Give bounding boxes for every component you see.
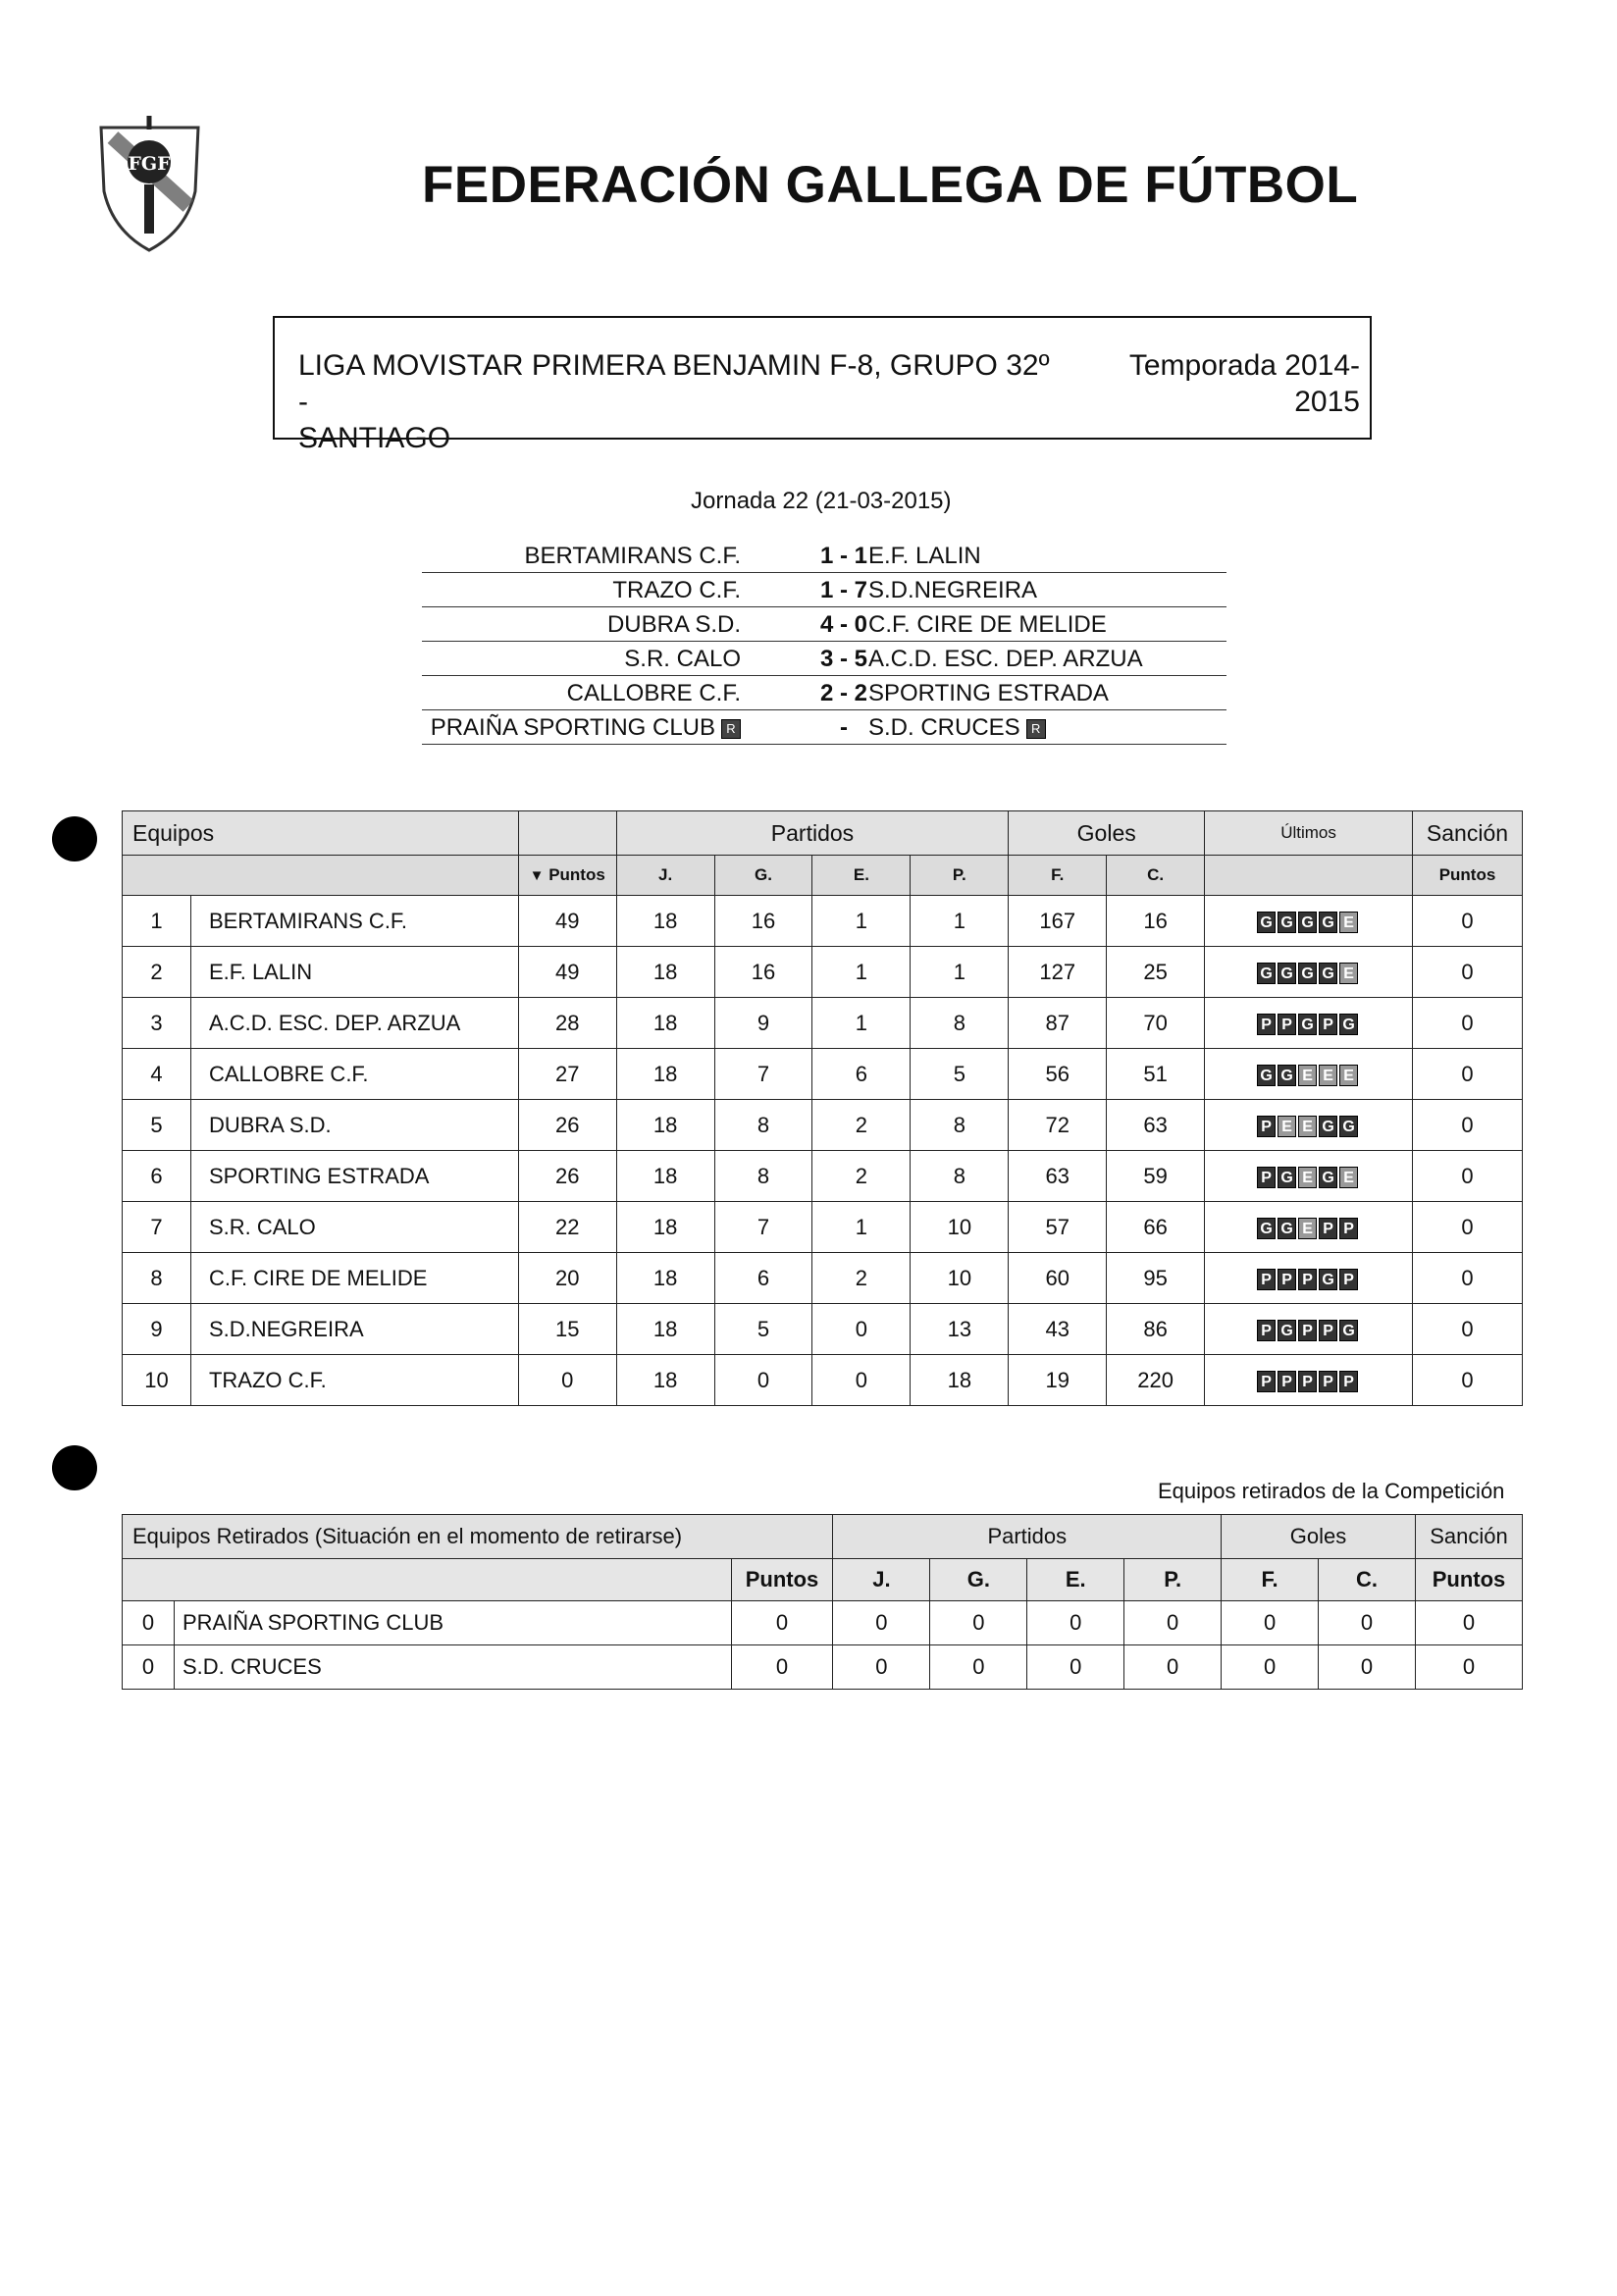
form-result-icon: P <box>1319 1320 1337 1341</box>
retired-header-partidos: Partidos <box>833 1515 1222 1559</box>
form-result-icon: E <box>1339 1065 1358 1086</box>
last-results <box>1205 1202 1413 1253</box>
team-name: A.C.D. ESC. DEP. ARZUA <box>190 998 518 1049</box>
header-p: P. <box>911 856 1009 896</box>
retired-header-sancion-puntos: Puntos <box>1415 1559 1522 1601</box>
svg-text:FGF: FGF <box>128 153 171 175</box>
form-result-icon: E <box>1298 1116 1317 1137</box>
form-result-icon: P <box>1257 1014 1276 1035</box>
goals-for: 57 <box>1009 1202 1107 1253</box>
sanction: 0 <box>1415 1601 1522 1645</box>
home-team <box>607 611 741 639</box>
table-row <box>123 1601 1523 1645</box>
form-result-icon: P <box>1339 1371 1358 1392</box>
season-label <box>1105 347 1360 420</box>
form-result-icon: G <box>1339 1014 1358 1035</box>
header-equipos: Equipos <box>123 811 519 856</box>
form-result-icon: E <box>1298 1218 1317 1239</box>
header-e: E. <box>812 856 911 896</box>
header-ultimos: Últimos <box>1205 811 1413 856</box>
team-name: SPORTING ESTRADA <box>190 1151 518 1202</box>
form-result-icon: P <box>1257 1116 1276 1137</box>
away-team-name: C.F. CIRE DE MELIDE <box>868 611 1107 638</box>
away-team-name: SPORTING ESTRADA <box>868 680 1109 706</box>
header-sancion: Sanción <box>1412 811 1522 856</box>
sanction: 0 <box>1412 1049 1522 1100</box>
won: 8 <box>714 1100 812 1151</box>
form-result-icon: P <box>1298 1371 1317 1392</box>
league-name-line1: LIGA MOVISTAR PRIMERA BENJAMIN F-8, GRUPO 32º - <box>298 349 1050 418</box>
away-team <box>868 714 1046 742</box>
home-team-name: PRAIÑA SPORTING CLUB <box>430 714 715 741</box>
drawn: 2 <box>812 1151 911 1202</box>
lost: 1 <box>911 896 1009 947</box>
form-result-icon: E <box>1319 1065 1337 1086</box>
home-team-name: S.R. CALO <box>624 646 741 672</box>
away-team-name: S.D.NEGREIRA <box>868 577 1038 603</box>
points: 26 <box>518 1151 616 1202</box>
last-results <box>1205 1304 1413 1355</box>
table-row <box>123 1100 1523 1151</box>
lost: 1 <box>911 947 1009 998</box>
points: 20 <box>518 1253 616 1304</box>
retired-table <box>122 1514 1523 1690</box>
position: 5 <box>123 1100 191 1151</box>
federation-title: FEDERACIÓN GALLEGA DE FÚTBOL <box>422 156 1359 214</box>
form-result-icon: P <box>1257 1269 1276 1290</box>
header-f: F. <box>1009 856 1107 896</box>
sanction: 0 <box>1415 1645 1522 1690</box>
away-team-name: E.F. LALIN <box>868 543 981 569</box>
goals-for: 56 <box>1009 1049 1107 1100</box>
goals-against: 0 <box>1319 1645 1416 1690</box>
points: 0 <box>518 1355 616 1406</box>
team-name: S.R. CALO <box>190 1202 518 1253</box>
drawn: 1 <box>812 947 911 998</box>
retired-header-equipos: Equipos Retirados (Situación en el momento de retirarse) <box>123 1515 833 1559</box>
sort-desc-icon: ▼ <box>529 867 545 884</box>
played: 18 <box>616 1100 714 1151</box>
form-result-icon: G <box>1278 1065 1296 1086</box>
form-result-icon: E <box>1339 912 1358 933</box>
drawn: 2 <box>812 1253 911 1304</box>
lost: 10 <box>911 1253 1009 1304</box>
sanction: 0 <box>1412 947 1522 998</box>
position: 9 <box>123 1304 191 1355</box>
lost: 0 <box>1124 1645 1222 1690</box>
lost: 8 <box>911 1100 1009 1151</box>
away-team <box>868 680 1109 707</box>
drawn: 0 <box>812 1355 911 1406</box>
match-score: - <box>840 714 848 741</box>
lost: 0 <box>1124 1601 1222 1645</box>
form-result-icon: G <box>1278 1218 1296 1239</box>
match-score: 2 - 2 <box>819 680 868 706</box>
table-row <box>123 947 1523 998</box>
home-team <box>525 543 741 570</box>
form-result-icon: P <box>1319 1371 1337 1392</box>
match-score: 1 - 1 <box>819 543 868 569</box>
sanction: 0 <box>1412 1202 1522 1253</box>
form-result-icon: P <box>1257 1371 1276 1392</box>
goals-against: 25 <box>1107 947 1205 998</box>
form-result-icon: G <box>1298 963 1317 984</box>
home-team <box>431 714 741 742</box>
form-result-icon: G <box>1257 1065 1276 1086</box>
retired-header-puntos: Puntos <box>731 1559 833 1601</box>
table-row <box>123 1304 1523 1355</box>
home-team <box>612 577 741 604</box>
federation-logo <box>93 108 206 255</box>
away-team <box>868 577 1037 604</box>
match-row <box>422 606 1226 642</box>
jornada-title: Jornada 22 (21-03-2015) <box>691 488 952 514</box>
points: 26 <box>518 1100 616 1151</box>
won: 6 <box>714 1253 812 1304</box>
away-team <box>868 611 1107 639</box>
form-result-icon: G <box>1257 963 1276 984</box>
goals-for: 60 <box>1009 1253 1107 1304</box>
home-team-name: DUBRA S.D. <box>606 611 741 638</box>
position: 2 <box>123 947 191 998</box>
form-result-icon: P <box>1278 1014 1296 1035</box>
form-result-icon: E <box>1339 963 1358 984</box>
goals-against: 0 <box>1319 1601 1416 1645</box>
form-result-icon: G <box>1257 1218 1276 1239</box>
form-result-icon: P <box>1278 1269 1296 1290</box>
retired-header-c: C. <box>1319 1559 1416 1601</box>
lost: 10 <box>911 1202 1009 1253</box>
drawn: 0 <box>1027 1645 1124 1690</box>
team-name: DUBRA S.D. <box>190 1100 518 1151</box>
goals-against: 66 <box>1107 1202 1205 1253</box>
form-result-icon: G <box>1339 1116 1358 1137</box>
last-results <box>1205 1100 1413 1151</box>
form-result-icon: E <box>1298 1167 1317 1188</box>
header-c: C. <box>1107 856 1205 896</box>
sanction: 0 <box>1412 998 1522 1049</box>
goals-against: 63 <box>1107 1100 1205 1151</box>
punch-hole <box>52 816 97 861</box>
away-team <box>868 543 981 570</box>
table-row <box>123 1151 1523 1202</box>
goals-for: 43 <box>1009 1304 1107 1355</box>
last-results <box>1205 998 1413 1049</box>
header-partidos: Partidos <box>616 811 1009 856</box>
table-row <box>123 896 1523 947</box>
team-name: PRAIÑA SPORTING CLUB <box>174 1601 731 1645</box>
goals-for: 72 <box>1009 1100 1107 1151</box>
retired-badge-icon: R <box>1026 719 1046 739</box>
position: 0 <box>123 1645 175 1690</box>
sanction: 0 <box>1412 1355 1522 1406</box>
played: 0 <box>833 1645 930 1690</box>
won: 7 <box>714 1049 812 1100</box>
points: 27 <box>518 1049 616 1100</box>
match-row <box>422 572 1226 607</box>
last-results <box>1205 1253 1413 1304</box>
retired-caption: Equipos retirados de la Competición <box>1158 1479 1505 1503</box>
sanction: 0 <box>1412 1151 1522 1202</box>
retired-header-goles: Goles <box>1222 1515 1416 1559</box>
goals-for: 167 <box>1009 896 1107 947</box>
sort-puntos-header[interactable] <box>518 856 616 896</box>
form-result-icon: G <box>1278 912 1296 933</box>
form-result-icon: P <box>1298 1320 1317 1341</box>
standings-table <box>122 810 1523 1406</box>
retired-badge-icon: R <box>721 719 741 739</box>
form-result-icon: G <box>1319 963 1337 984</box>
match-score: 1 - 7 <box>819 577 868 603</box>
last-results <box>1205 1355 1413 1406</box>
position: 3 <box>123 998 191 1049</box>
punch-hole <box>52 1445 97 1490</box>
table-row <box>123 1645 1523 1690</box>
match-score: 3 - 5 <box>819 646 868 672</box>
league-info-box <box>273 316 1372 454</box>
header-goles: Goles <box>1009 811 1205 856</box>
drawn: 6 <box>812 1049 911 1100</box>
form-result-icon: P <box>1298 1269 1317 1290</box>
won: 5 <box>714 1304 812 1355</box>
goals-for: 0 <box>1222 1645 1319 1690</box>
lost: 8 <box>911 1151 1009 1202</box>
goals-for: 63 <box>1009 1151 1107 1202</box>
position: 0 <box>123 1601 175 1645</box>
won: 0 <box>714 1355 812 1406</box>
points: 15 <box>518 1304 616 1355</box>
sanction: 0 <box>1412 1304 1522 1355</box>
retired-header-f: F. <box>1222 1559 1319 1601</box>
home-team-name: BERTAMIRANS C.F. <box>524 543 741 569</box>
drawn: 1 <box>812 998 911 1049</box>
goals-against: 70 <box>1107 998 1205 1049</box>
played: 18 <box>616 1202 714 1253</box>
form-result-icon: G <box>1278 963 1296 984</box>
won: 8 <box>714 1151 812 1202</box>
last-results <box>1205 1151 1413 1202</box>
goals-against: 95 <box>1107 1253 1205 1304</box>
position: 1 <box>123 896 191 947</box>
goals-for: 19 <box>1009 1355 1107 1406</box>
retired-header-e: E. <box>1027 1559 1124 1601</box>
home-team <box>567 680 741 707</box>
retired-header-sancion: Sanción <box>1415 1515 1522 1559</box>
team-name: S.D.NEGREIRA <box>190 1304 518 1355</box>
home-team <box>624 646 741 673</box>
table-row <box>123 1202 1523 1253</box>
form-result-icon: P <box>1319 1014 1337 1035</box>
sanction: 0 <box>1412 1253 1522 1304</box>
retired-header-g: G. <box>930 1559 1027 1601</box>
form-result-icon: G <box>1298 912 1317 933</box>
points: 28 <box>518 998 616 1049</box>
form-result-icon: P <box>1257 1320 1276 1341</box>
team-name: CALLOBRE C.F. <box>190 1049 518 1100</box>
match-row <box>422 641 1226 676</box>
team-name: S.D. CRUCES <box>174 1645 731 1690</box>
season-line1: Temporada 2014- <box>1128 349 1360 382</box>
form-result-icon: P <box>1339 1218 1358 1239</box>
won: 0 <box>930 1601 1027 1645</box>
goals-for: 87 <box>1009 998 1107 1049</box>
drawn: 0 <box>1027 1601 1124 1645</box>
drawn: 0 <box>812 1304 911 1355</box>
last-results <box>1205 947 1413 998</box>
points: 0 <box>731 1645 833 1690</box>
goals-for: 127 <box>1009 947 1107 998</box>
form-result-icon: G <box>1319 1269 1337 1290</box>
match-score: 4 - 0 <box>819 611 868 638</box>
position: 4 <box>123 1049 191 1100</box>
home-team-name: TRAZO C.F. <box>612 577 741 603</box>
played: 18 <box>616 1151 714 1202</box>
form-result-icon: P <box>1339 1269 1358 1290</box>
header-g: G. <box>714 856 812 896</box>
puntos-label: Puntos <box>548 865 605 884</box>
position: 7 <box>123 1202 191 1253</box>
lost: 5 <box>911 1049 1009 1100</box>
match-row <box>422 709 1226 745</box>
form-result-icon: G <box>1278 1320 1296 1341</box>
drawn: 1 <box>812 1202 911 1253</box>
won: 16 <box>714 896 812 947</box>
team-name: E.F. LALIN <box>190 947 518 998</box>
last-results <box>1205 1049 1413 1100</box>
form-result-icon: G <box>1278 1167 1296 1188</box>
season-line2: 2015 <box>1294 386 1360 418</box>
points: 49 <box>518 947 616 998</box>
goals-for: 0 <box>1222 1601 1319 1645</box>
goals-against: 86 <box>1107 1304 1205 1355</box>
played: 18 <box>616 1049 714 1100</box>
won: 9 <box>714 998 812 1049</box>
goals-against: 16 <box>1107 896 1205 947</box>
form-result-icon: G <box>1319 1116 1337 1137</box>
form-result-icon: P <box>1257 1167 1276 1188</box>
drawn: 2 <box>812 1100 911 1151</box>
goals-against: 51 <box>1107 1049 1205 1100</box>
form-result-icon: P <box>1319 1218 1337 1239</box>
points: 0 <box>731 1601 833 1645</box>
retired-header-p: P. <box>1124 1559 1222 1601</box>
sanction: 0 <box>1412 1100 1522 1151</box>
table-row <box>123 1355 1523 1406</box>
header-j: J. <box>616 856 714 896</box>
won: 0 <box>930 1645 1027 1690</box>
won: 16 <box>714 947 812 998</box>
match-row <box>422 675 1226 710</box>
position: 8 <box>123 1253 191 1304</box>
last-results <box>1205 896 1413 947</box>
match-row <box>422 538 1226 573</box>
table-row <box>123 998 1523 1049</box>
form-result-icon: E <box>1278 1116 1296 1137</box>
drawn: 1 <box>812 896 911 947</box>
league-name <box>298 347 1064 456</box>
played: 18 <box>616 1304 714 1355</box>
played: 0 <box>833 1601 930 1645</box>
points: 49 <box>518 896 616 947</box>
lost: 18 <box>911 1355 1009 1406</box>
position: 10 <box>123 1355 191 1406</box>
played: 18 <box>616 1253 714 1304</box>
points: 22 <box>518 1202 616 1253</box>
played: 18 <box>616 947 714 998</box>
away-team-name: S.D. CRUCES <box>868 714 1020 741</box>
lost: 13 <box>911 1304 1009 1355</box>
form-result-icon: G <box>1257 912 1276 933</box>
sanction: 0 <box>1412 896 1522 947</box>
team-name: BERTAMIRANS C.F. <box>190 896 518 947</box>
form-result-icon: E <box>1339 1167 1358 1188</box>
form-result-icon: G <box>1319 1167 1337 1188</box>
form-result-icon: E <box>1298 1065 1317 1086</box>
team-name: C.F. CIRE DE MELIDE <box>190 1253 518 1304</box>
away-team <box>868 646 1143 673</box>
goals-against: 59 <box>1107 1151 1205 1202</box>
home-team-name: CALLOBRE C.F. <box>566 680 741 706</box>
header-sancion-puntos: Puntos <box>1412 856 1522 896</box>
form-result-icon: G <box>1339 1320 1358 1341</box>
lost: 8 <box>911 998 1009 1049</box>
away-team-name: A.C.D. ESC. DEP. ARZUA <box>868 646 1143 672</box>
played: 18 <box>616 998 714 1049</box>
table-row <box>123 1253 1523 1304</box>
won: 7 <box>714 1202 812 1253</box>
team-name: TRAZO C.F. <box>190 1355 518 1406</box>
form-result-icon: G <box>1319 912 1337 933</box>
retired-header-j: J. <box>833 1559 930 1601</box>
goals-against: 220 <box>1107 1355 1205 1406</box>
played: 18 <box>616 1355 714 1406</box>
position: 6 <box>123 1151 191 1202</box>
played: 18 <box>616 896 714 947</box>
league-name-line2: SANTIAGO <box>298 422 451 454</box>
form-result-icon: P <box>1278 1371 1296 1392</box>
form-result-icon: G <box>1298 1014 1317 1035</box>
table-row <box>123 1049 1523 1100</box>
